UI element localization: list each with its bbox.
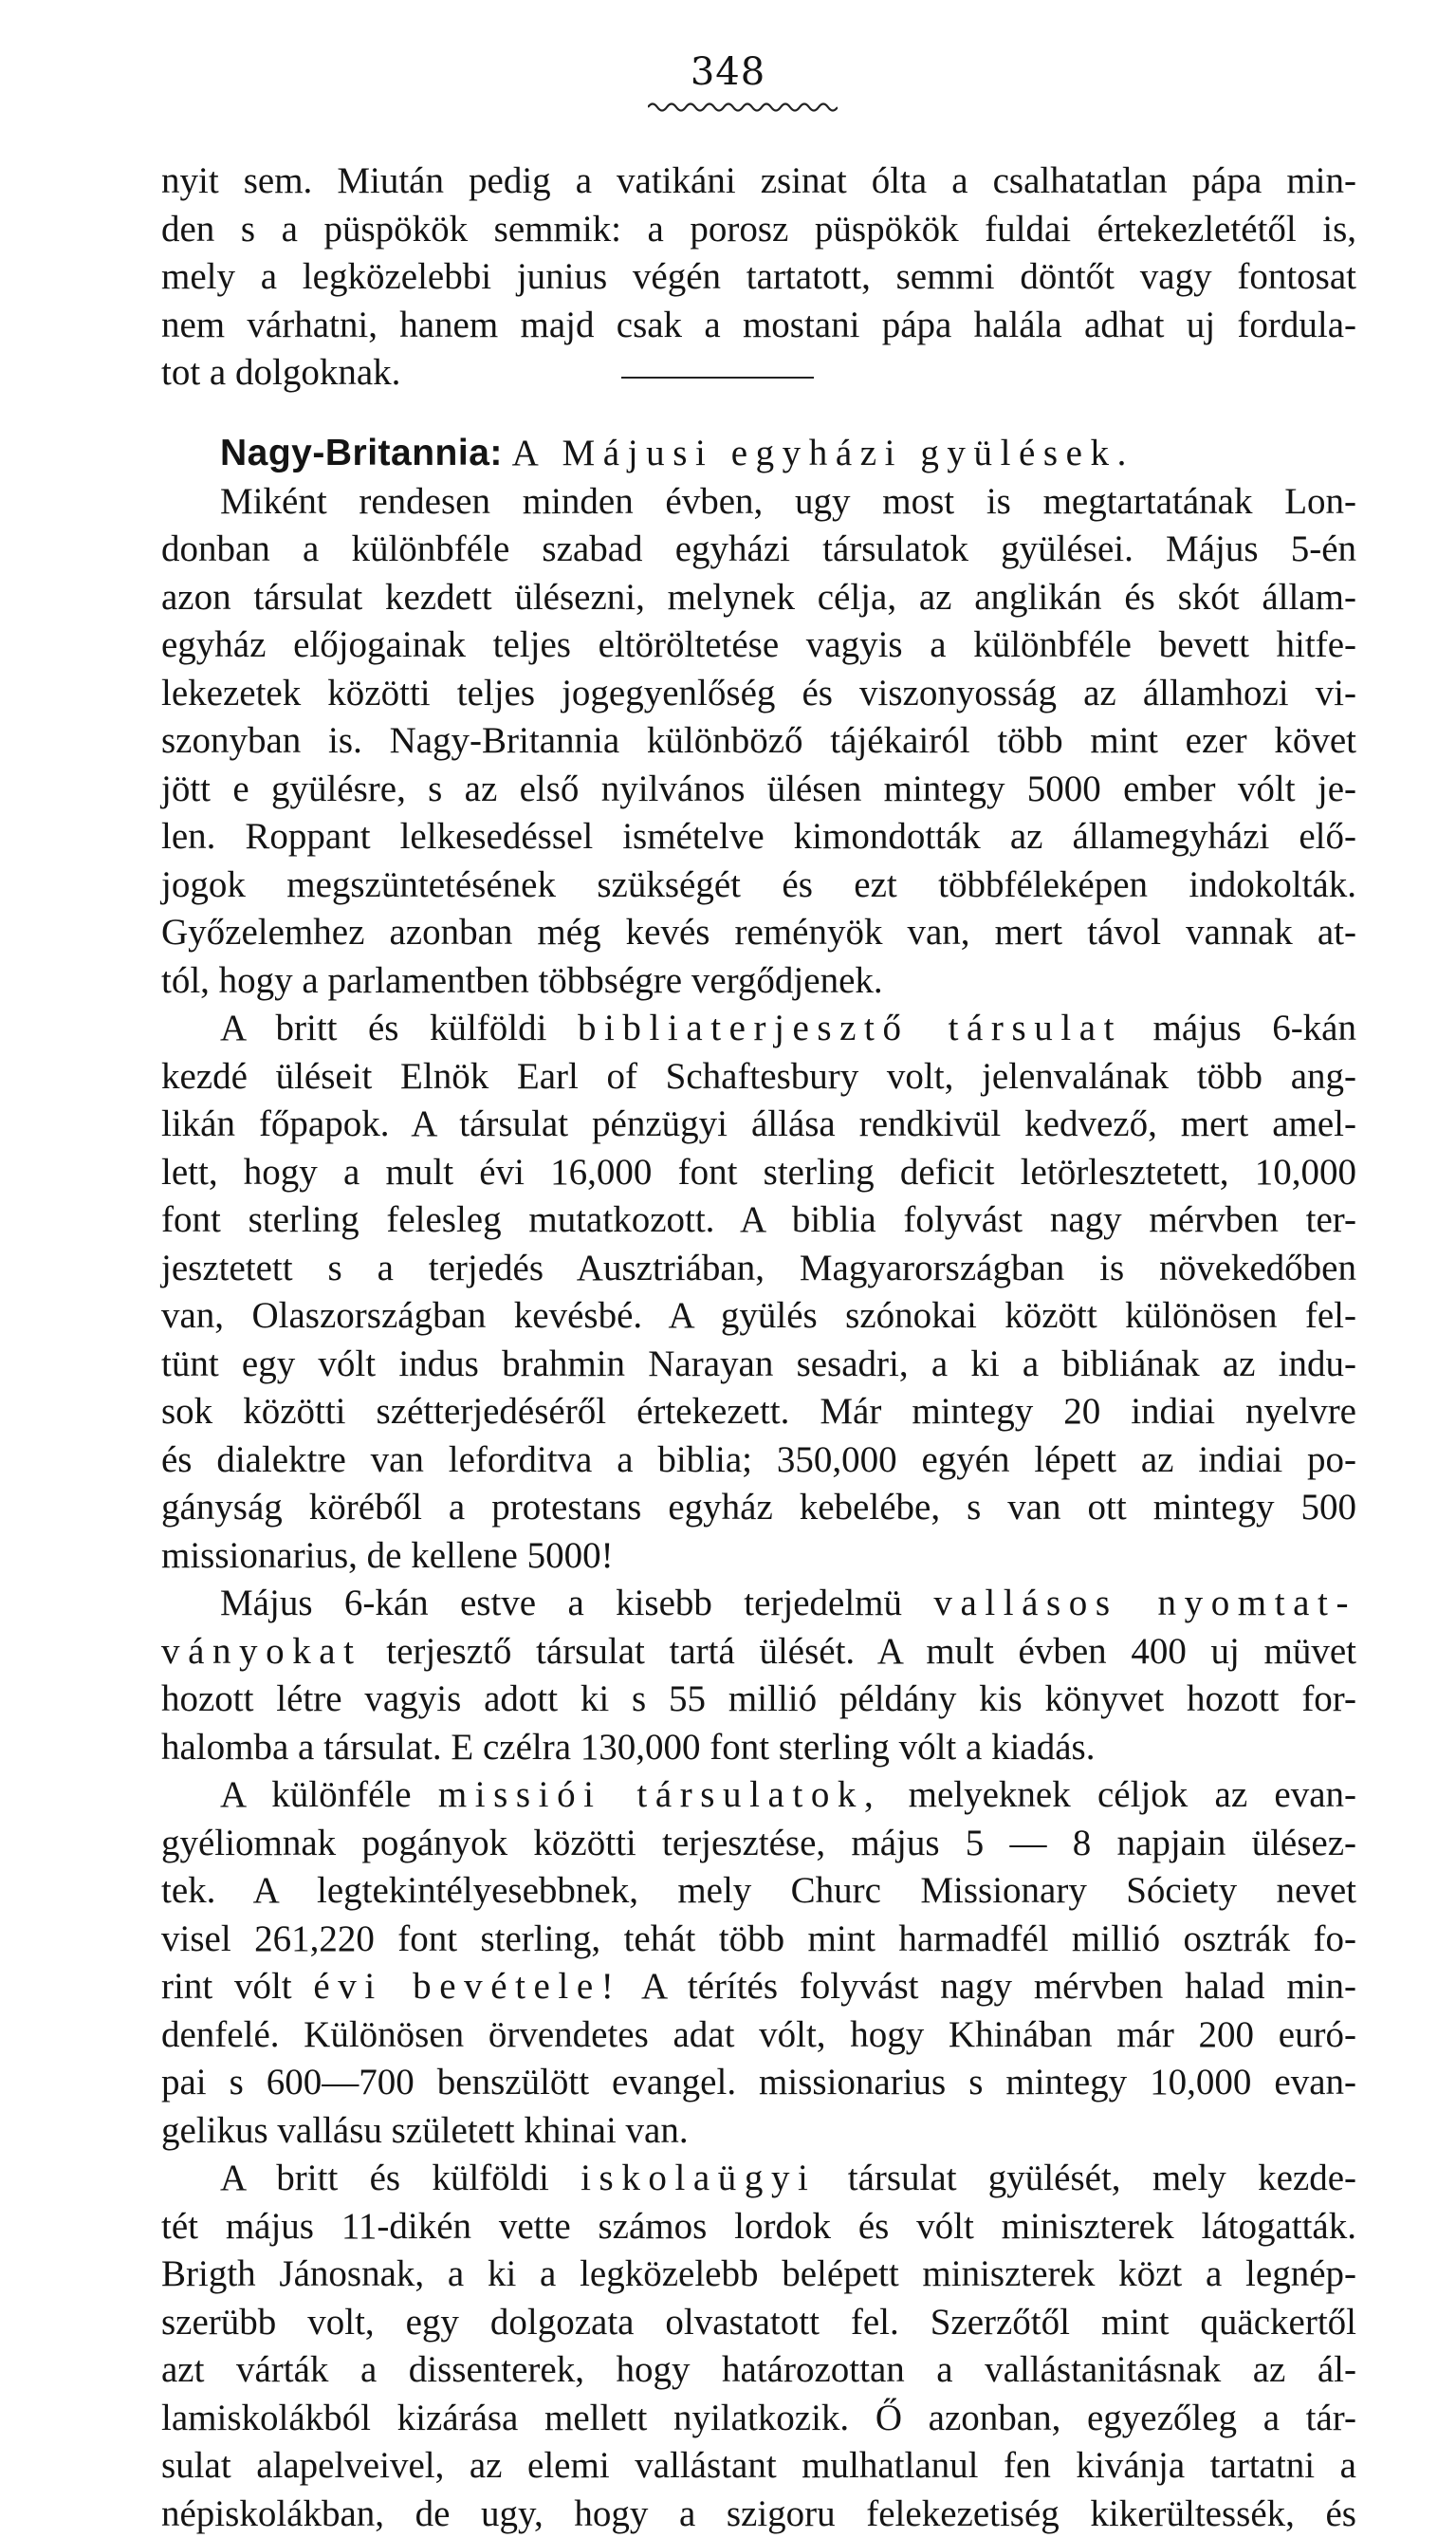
text-line (161, 2155, 1356, 2203)
text-run: melyeknek céljok az evan- (909, 1774, 1356, 1815)
text-line: font sterling felesleg mutatkozott. A biblia folyvást nagy mérvben ter- (161, 1196, 1356, 1245)
text-line: len. Roppant lelkesedéssel ismételve kimondották az államegyházi elő- (161, 813, 1356, 861)
text-line: jesztetett s a terjedés Ausztriában, Magyarországban is növekedőben (161, 1245, 1356, 1293)
text-line (161, 1580, 1356, 1628)
text-run: terjesztő társulat tartá ülését. A mult évben 400 uj müvet (386, 1631, 1356, 1672)
text-line: mely a legközelebbi junius végén tartatott, semmi döntőt vagy fontosat (161, 253, 1356, 302)
text-line: nyit sem. Miután pedig a vatikáni zsinat ólta a csalhatatlan pápa min- (161, 157, 1356, 206)
section-divider (621, 377, 814, 379)
text-line: sulat alapelveivel, az elemi vallástant mulhatlanul fen kivánja tartatni a (161, 2442, 1356, 2491)
text-line: van, Olaszországban kevésbé. A gyülés szónokai között különösen fel- (161, 1292, 1356, 1341)
spaced-term: bibliaterjesztő társulat (578, 1008, 1122, 1048)
spaced-term: missiói társulatok, (438, 1774, 882, 1815)
text-line: lamiskolákból kizárása mellett nyilatkozik. Ő azonban, egyezőleg a tár- (161, 2395, 1356, 2443)
text-line: népiskolákban, de ugy, hogy a szigoru felekezetiség kikerültessék, és (161, 2491, 1356, 2538)
text-line: gelikus vallásu született khinai van. (161, 2107, 1356, 2156)
text-line: gányság köréből a protestans egyház kebelébe, s van ott mintegy 500 (161, 1484, 1356, 1532)
section-heading: Nagy-Britannia: (220, 433, 503, 473)
text-line: halomba a társulat. E czélra 130,000 font sterling vólt a kiadás. (161, 1724, 1356, 1772)
text-line: Győzelemhez azonban még kevés reményök van, mert távol vannak at- (161, 909, 1356, 957)
spaced-term: évi bevétele! (313, 1966, 621, 2007)
text-line: nem várhatni, hanem majd csak a mostani pápa halála adhat uj fordula- (161, 302, 1356, 350)
text-line: den s a püspökök semmik: a porosz püspökök fuldai értekezletétől is, (161, 206, 1356, 254)
text-line: tól, hogy a parlamentben többségre vergődjenek. (161, 957, 1356, 1006)
text-run: rint vólt (161, 1966, 292, 2007)
text-line: lekezetek közötti teljes jogegyenlőség és viszonyosság az államhozi vi- (161, 670, 1356, 718)
text-line (161, 1771, 1356, 1820)
text-run: A britt és külföldi (220, 2158, 549, 2198)
text-line: gyéliomnak pogányok közötti terjesztése, május 5 — 8 napjain ülésez- (161, 1820, 1356, 1868)
text-line: denfelé. Különösen örvendetes adat vólt, hogy Khinában már 200 euró- (161, 2011, 1356, 2060)
text-line: donban a különbféle szabad egyházi társulatok gyülései. Május 5-én (161, 526, 1356, 574)
text-run: A különféle (220, 1774, 412, 1815)
spaced-term: ványokat (161, 1631, 362, 1672)
paragraph-intro (161, 157, 1356, 398)
text-line: hozott létre vagyis adott ki s 55 millió példány kis könyvet hozott for- (161, 1676, 1356, 1724)
text-line: azon társulat kezdett ülésezni, melynek célja, az anglikán és skót állam- (161, 574, 1356, 622)
text-line (161, 1628, 1356, 1677)
text-line: lett, hogy a mult évi 16,000 font sterling deficit letörlesztetett, 10,000 (161, 1149, 1356, 1197)
section-heading-line (161, 430, 1356, 478)
text-line: visel 261,220 font sterling, tehát több mint harmadfél millió osztrák fo- (161, 1916, 1356, 1964)
text-line: azt várták a dissenterek, hogy határozottan a vallástanitásnak az ál- (161, 2346, 1356, 2395)
text-run: A britt és külföldi (220, 1008, 546, 1048)
spaced-term: vallásos nyomtat- (933, 1583, 1356, 1623)
text-line: jött e gyülésre, s az első nyilvános ülésen mintegy 5000 ember vólt je- (161, 766, 1356, 814)
text-line: szerübb volt, egy dolgozata olvastatott fel. Szerzőtől mint quäckertől (161, 2299, 1356, 2347)
text-line: jogok megszüntetésének szükségét és ezt többféleképen indokolták. (161, 861, 1356, 910)
text-line: tek. A legtekintélyesebbnek, mely Churc Missionary Sóciety nevet (161, 1867, 1356, 1916)
text-line: szonyban is. Nagy-Britannia különböző tájékairól több mint ezer követ (161, 717, 1356, 766)
text-line: egyház előjogainak teljes eltöröltetése vagyis a különbféle bevett hitfe- (161, 621, 1356, 670)
section-subtitle: A Májusi egyházi gyülések. (512, 433, 1134, 473)
text-line: likán főpapok. A társulat pénzügyi állása rendkivül kedvező, mert amel- (161, 1101, 1356, 1149)
text-line: tünt egy vólt indus brahmin Narayan sesadri, a ki a bibliának az indu- (161, 1341, 1356, 1389)
text-run: társulat gyülését, mely kezde- (848, 2158, 1356, 2198)
text-line: kezdé üléseit Elnök Earl of Schaftesbury volt, jelenvalának több ang- (161, 1053, 1356, 1102)
text-run: Május 6-kán estve a kisebb terjedelmü (220, 1583, 902, 1623)
text-line: tot a dolgoknak. (161, 349, 1356, 398)
text-line (161, 1005, 1356, 1053)
text-line: Miként rendesen minden évben, ugy most is megtartatának Lon- (161, 478, 1356, 527)
wavy-rule-ornament (648, 101, 838, 114)
text-line: és dialektre van leforditva a biblia; 350,000 egyén lépett az indiai po- (161, 1436, 1356, 1485)
spaced-term: iskolaügyi (581, 2158, 816, 2198)
text-run: május 6-kán (1153, 1008, 1356, 1048)
text-line (161, 1963, 1356, 2011)
text-line: tét május 11-dikén vette számos lordok és vólt miniszterek látogatták. (161, 2203, 1356, 2251)
section-nagy-britannia (161, 430, 1356, 2538)
text-line: Brigth Jánosnak, a ki a legközelebb belépett miniszterek közt a legnép- (161, 2251, 1356, 2299)
text-run: A térítés folyvást nagy mérvben halad min- (641, 1966, 1356, 2007)
text-line: sok közötti szétterjedéséről értekezett. Már mintegy 20 indiai nyelvre (161, 1388, 1356, 1436)
text-line: missionarius, de kellene 5000! (161, 1532, 1356, 1581)
text-line: pai s 600—700 benszülött evangel. missionarius s mintegy 10,000 evan- (161, 2059, 1356, 2107)
page-number: 348 (0, 49, 1456, 95)
